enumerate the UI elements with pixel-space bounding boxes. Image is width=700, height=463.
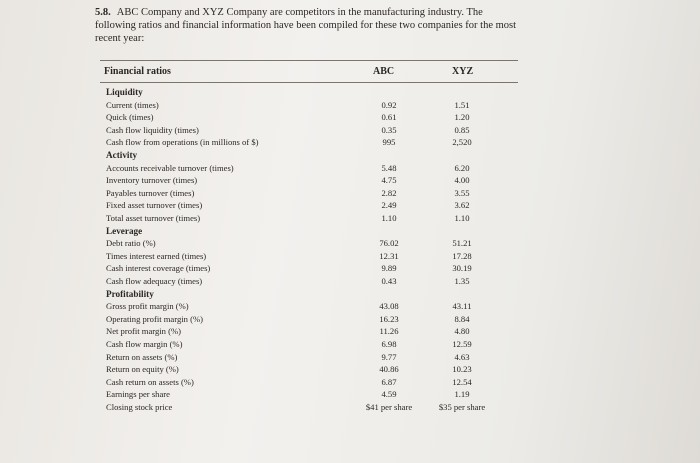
xyz-value: 6.20	[454, 162, 470, 173]
section-title: Activity	[106, 150, 138, 160]
abc-value: 11.26	[379, 326, 399, 337]
abc-value: 12.31	[379, 250, 399, 261]
abc-value: 6.87	[381, 376, 397, 387]
table-row	[0, 364, 700, 377]
ratio-label: Operating profit margin (%)	[106, 313, 203, 324]
table-row	[0, 100, 700, 113]
table-row	[0, 352, 700, 365]
xyz-value: 8.84	[454, 313, 470, 324]
table-row	[0, 326, 700, 339]
abc-value: 9.89	[381, 263, 397, 274]
section-title: Profitability	[106, 288, 154, 299]
table-row	[0, 389, 700, 402]
xyz-value: 17.28	[452, 250, 472, 261]
xyz-value: $35 per share	[438, 402, 486, 412]
ratio-label: Net profit margin (%)	[106, 326, 182, 337]
xyz-value: 51.21	[452, 238, 472, 249]
ratio-label: Cash flow from operations (in millions of $)	[106, 137, 259, 148]
table-row	[0, 213, 700, 226]
abc-value: 6.98	[381, 339, 397, 349]
ratio-label: Cash return on assets (%)	[106, 376, 194, 387]
abc-value: 9.77	[381, 351, 397, 362]
abc-value: 0.61	[381, 112, 397, 123]
xyz-value: 0.85	[454, 124, 470, 135]
abc-value: 0.35	[381, 124, 397, 135]
problem-text: ABC Company and XYZ Company are competitors in the manufacturing industry. The following ratios and financial information have been compiled for these two companies for the most recent year:	[95, 7, 517, 44]
ratio-label: Earnings per share	[106, 389, 170, 400]
abc-value: 4.59	[381, 389, 397, 400]
xyz-value: 1.19	[454, 389, 470, 400]
abc-value: 4.75	[381, 175, 397, 186]
ratio-label: Times interest earned (times)	[106, 250, 207, 261]
xyz-value: 4.80	[454, 326, 470, 337]
header-xyz: XYZ	[452, 66, 474, 77]
xyz-value: 2,520	[452, 137, 472, 148]
abc-value: 16.23	[379, 313, 399, 324]
problem-statement	[95, 6, 525, 45]
table-row	[0, 339, 700, 352]
xyz-value: 12.59	[452, 339, 472, 349]
ratio-label: Fixed asset turnover (times)	[106, 200, 203, 211]
xyz-value: 1.35	[454, 276, 470, 286]
ratio-label: Payables turnover (times)	[106, 187, 195, 198]
table-row	[0, 301, 700, 314]
section-heading-row	[0, 289, 700, 302]
abc-value: 40.86	[379, 364, 399, 375]
abc-value: $41 per share	[365, 402, 413, 412]
table-row	[0, 276, 700, 289]
ratio-label: Return on assets (%)	[106, 351, 178, 362]
xyz-value: 12.54	[452, 376, 472, 387]
abc-value: 5.48	[381, 162, 397, 173]
xyz-value: 1.51	[454, 99, 470, 110]
abc-value: 2.49	[381, 200, 397, 211]
table-row	[0, 263, 700, 276]
abc-value: 0.43	[381, 276, 397, 286]
table-row	[0, 251, 700, 264]
header-financial-ratios: Financial ratios	[104, 66, 171, 77]
table-header-rule	[100, 82, 518, 83]
table-top-rule	[100, 60, 518, 61]
xyz-value: 4.63	[454, 351, 470, 362]
ratio-label: Quick (times)	[106, 112, 154, 123]
problem-number: 5.8.	[95, 7, 111, 18]
section-heading-row	[0, 150, 700, 163]
ratio-label: Current (times)	[106, 99, 159, 110]
ratio-label: Cash interest coverage (times)	[106, 263, 211, 274]
xyz-value: 4.00	[454, 175, 470, 186]
ratio-label: Gross profit margin (%)	[106, 301, 189, 312]
table-row	[0, 314, 700, 327]
section-title: Leverage	[106, 225, 143, 236]
ratio-label: Cash flow liquidity (times)	[106, 124, 199, 135]
xyz-value: 1.10	[454, 213, 470, 223]
xyz-value: 3.62	[454, 200, 470, 211]
table-row	[0, 377, 700, 390]
ratio-label: Debt ratio (%)	[106, 238, 156, 249]
header-abc: ABC	[373, 66, 395, 77]
abc-value: 1.10	[381, 213, 397, 223]
table-row	[0, 163, 700, 176]
xyz-value: 30.19	[452, 263, 472, 274]
abc-value: 43.08	[379, 301, 399, 312]
ratio-label: Cash flow margin (%)	[106, 339, 183, 349]
table-row	[0, 112, 700, 125]
table-row	[0, 125, 700, 138]
xyz-value: 10.23	[452, 364, 472, 375]
abc-value: 2.82	[381, 187, 397, 198]
abc-value: 76.02	[379, 238, 399, 249]
abc-value: 0.92	[381, 99, 397, 110]
ratio-label: Inventory turnover (times)	[106, 175, 198, 186]
table-row	[0, 137, 700, 150]
ratio-label: Closing stock price	[106, 402, 173, 412]
abc-value: 995	[382, 137, 396, 148]
table-row	[0, 200, 700, 213]
table-row	[0, 238, 700, 251]
ratio-label: Total asset turnover (times)	[106, 213, 201, 223]
table-row	[0, 175, 700, 188]
table-row	[0, 188, 700, 201]
ratio-label: Accounts receivable turnover (times)	[106, 162, 234, 173]
xyz-value: 3.55	[454, 187, 470, 198]
table-row	[0, 402, 700, 415]
section-title: Liquidity	[106, 87, 143, 97]
section-heading-row	[0, 87, 700, 100]
xyz-value: 1.20	[454, 112, 470, 123]
ratio-label: Return on equity (%)	[106, 364, 179, 375]
ratio-label: Cash flow adequacy (times)	[106, 276, 203, 286]
xyz-value: 43.11	[452, 301, 472, 312]
section-heading-row	[0, 226, 700, 239]
